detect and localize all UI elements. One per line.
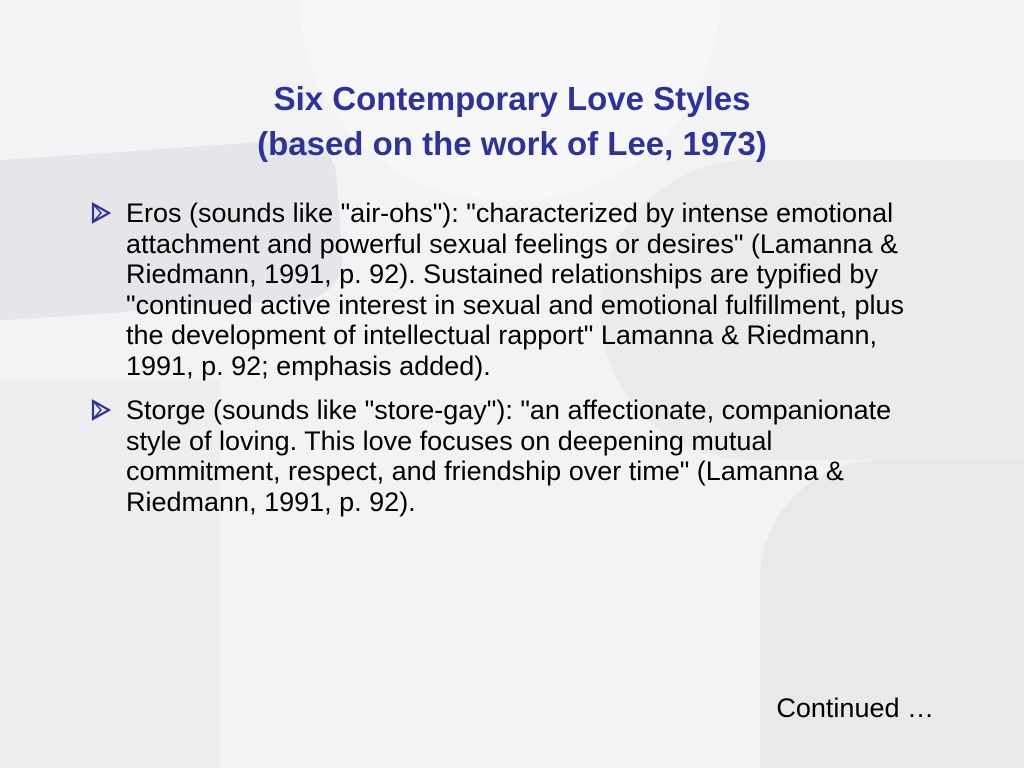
bullet-item-storge: [88, 395, 918, 517]
slide-title-line-1: Six Contemporary Love Styles: [273, 80, 751, 117]
bullet-text: Storge (sounds like "store-gay"): "an affectionate, companionate style of loving. This love focuses on deepening mutual commitment, respect, and friendship over time" (Lamanna & Riedmann, 1991, p. 92).: [126, 395, 892, 517]
continued-label: Continued …: [776, 693, 934, 723]
bullet-text: Eros (sounds like "air-ohs"): "characterized by intense emotional attachment and powerful sexual feelings or desires" (Lamanna & Riedmann, 1991, p. 92). Sustained relationships are typified by "continued active interest in sexual and emotional fulfillment, plus the development of intellectual rapport" Lamanna & Riedmann, 1991, p. 92; emphasis added).: [126, 198, 905, 381]
bullet-item-eros: [88, 198, 918, 381]
slide-title: [0, 76, 1024, 166]
slide-title-line-2: (based on the work of Lee, 1973): [257, 125, 767, 162]
bullet-list: [88, 198, 918, 531]
arrow-bullet-icon: [90, 201, 112, 225]
arrow-bullet-icon: [90, 398, 112, 422]
